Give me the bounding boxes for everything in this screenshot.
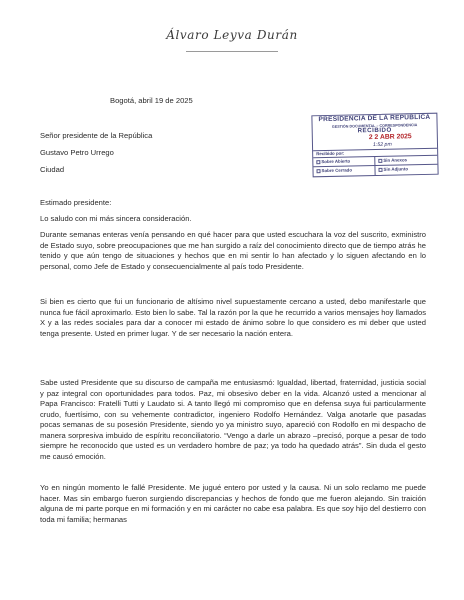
stamp-received-by: Recibido por: [316,150,345,157]
date-line: Bogotá, abril 19 de 2025 [110,96,193,105]
stamp-subtitle: GESTIÓN DOCUMENTAL – CORRESPONDENCIA [331,122,418,129]
stamp-time: 1:52 pm [372,141,392,149]
stamp-cell-no-annex: Sin Anexos [383,157,408,163]
stamp-title: PRESIDENCIA DE LA REPÚBLICA [318,113,431,124]
stamp-checkbox [316,160,320,164]
body-paragraph-4: Yo en ningún momento le fallé Presidente. Me jugué entero por usted y la causa. Ni un solo reclamo me puede hacer. Mas sin embargo fueron surgiendo discrepancias y hechos de fondo que me fueron alejando. Sin traición alguna de mi parte porque en mi formación y en mi carácter no cabe esa palabra. Es que soy hijo del destierro con toda mi familia; hermanas [40,483,426,524]
author-signature-heading: Álvaro Leyva Durán [166,28,298,42]
stamp-status: RECIBIDO [357,126,392,135]
stamp-date: 2 2 ABR 2025 [368,133,412,142]
greeting: Estimado presidente: [40,198,112,207]
salutation: Lo saludo con mi más sincera consideración. [40,214,192,223]
stamp-cell-no-attachment: Sin Adjunto [383,166,409,172]
recipient-title: Señor presidente de la República [40,131,153,140]
recipient-name: Gustavo Petro Urrego [40,148,114,157]
stamp-cell-open: Sobre Abierto [321,158,351,165]
header-rule [186,51,278,52]
body-paragraph-2: Si bien es cierto que fui un funcionario de altísimo nivel supuestamente cercano a usted, debo manifestarle que nunca fue fácil aproximarlo. Esto bien lo sabe. Tal la razón por la que he recurrido a varios mensajes hoy llamados X y a las redes sociales para dar a conocer mi estado de ánimo sobre lo que considero es mi deber que usted tenga presente. Usted en primer lugar. Y de ser necesario la nación entera. [40,297,426,338]
body-paragraph-3: Sabe usted Presidente que su discurso de campaña me entusiasmó: Igualdad, libertad, fraternidad, justicia social y paz integral con oportunidades para todos. Paz, mi obsesivo deber en la vida. Alcanzó usted a mencionar al Papa Francisco: Fratelli Tutti y Laudato si. A tanto llegó mi compromiso que en defensa suya fui particularmente crudo, fuertísimo, con su vehemente contradictor, ingeniero Rodolfo Hernández. Valga anotarle que pasadas pocas semanas de su posesión Presidente, siendo yo ya ministro suyo, apareció con Rodolfo en mi despacho de manera sorpresiva imbuido de espíritu reconciliatorio. “Vengo a darle un abrazo –precisó, porque a pesar de todo siempre he reconocido que usted es un verdadero hombre de paz; ya todo ha quedado atrás”. Sin duda el gesto me causó emoción. [40,378,426,461]
body-paragraph-1: Durante semanas enteras venía pensando en qué hacer para que usted escuchara la voz del suscrito, exministro de Estado suyo, sobre preocupaciones que me han surgido a raíz del conocimiento directo que de tiempo atrás he tenido y que aún tengo de situaciones y hechos que en mi sentir lo han afectado y lo siguen afectando en lo personal, como Jefe de Estado y consecuencialmente al país todo Presidente. [40,230,426,271]
stamp-cell-closed: Sobre Cerrado [321,167,353,174]
recipient-city: Ciudad [40,165,65,174]
stamp-checkbox [378,159,382,163]
